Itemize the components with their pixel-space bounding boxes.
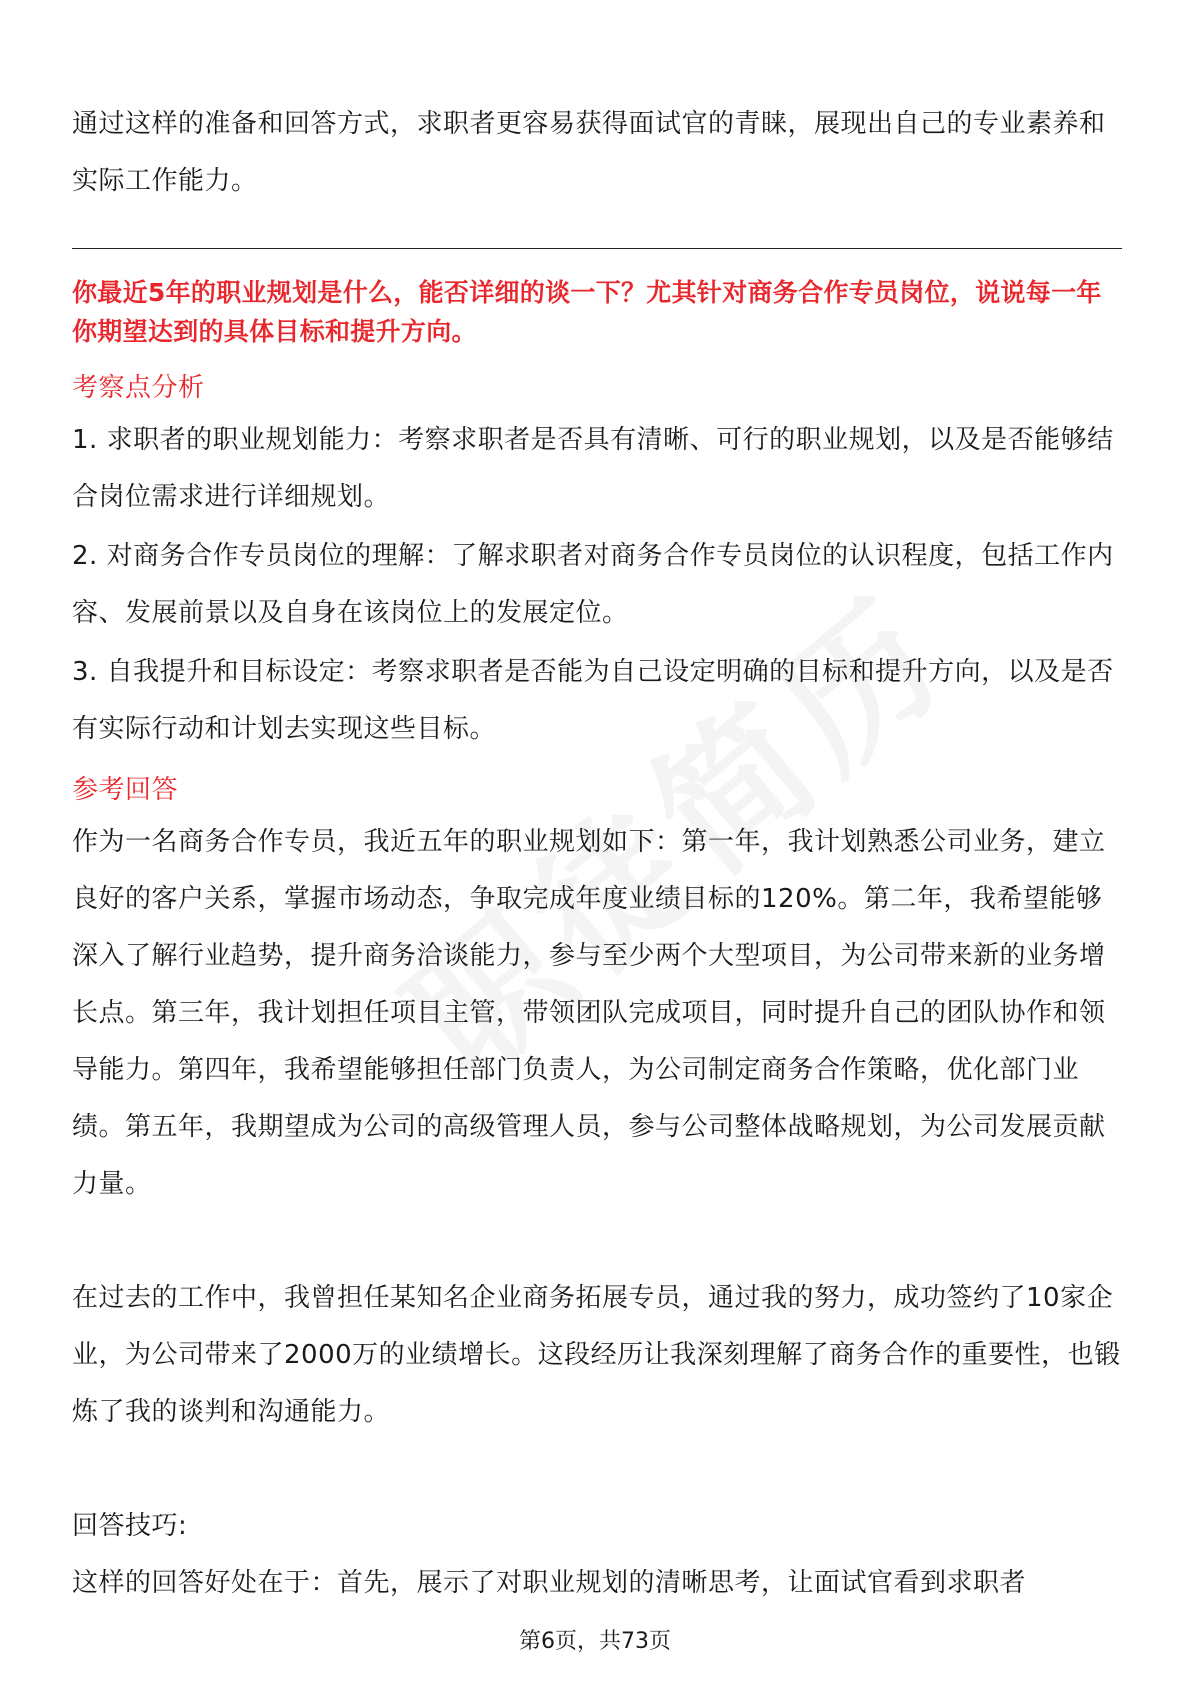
intro-paragraph: 通过这样的准备和回答方式，求职者更容易获得面试官的青睐，展现出自己的专业素养和实际工作能力。 <box>72 109 1106 196</box>
document-page <box>72 96 1122 1612</box>
analysis-item-2: 2. 对商务合作专员岗位的理解：了解求职者对商务合作专员岗位的认识程度，包括工作内容、发展前景以及自身在该岗位上的发展定位。 <box>72 541 1114 628</box>
answer-paragraph-2: 在过去的工作中，我曾担任某知名企业商务拓展专员，通过我的努力，成功签约了10家企业，为公司带来了2000万的业绩增长。这段经历让我深刻理解了商务合作的重要性，也锻炼了我的谈判和沟通能力。 <box>72 1283 1121 1427</box>
blank-line <box>72 1213 1122 1270</box>
section-divider <box>72 248 1122 249</box>
analysis-list <box>72 412 1122 758</box>
answer-paragraph-1: 作为一名商务合作专员，我近五年的职业规划如下：第一年，我计划熟悉公司业务，建立良好的客户关系，掌握市场动态，争取完成年度业绩目标的120%。第二年，我希望能够深入了解行业趋势，提升商务洽谈能力，参与至少两个大型项目，为公司带来新的业务增长点。第三年，我计划担任项目主管，带领团队完成项目，同时提升自己的团队协作和领导能力。第四年，我希望能够担任部门负责人，为公司制定商务合作策略，优化部门业绩。第五年，我期望成为公司的高级管理人员，参与公司整体战略规划，为公司发展贡献力量。 <box>72 827 1106 1199</box>
analysis-item-3: 3. 自我提升和目标设定：考察求职者是否能为自己设定明确的目标和提升方向，以及是否有实际行动和计划去实现这些目标。 <box>72 657 1114 744</box>
answer-title: 参考回答 <box>72 775 179 805</box>
blank-line <box>72 1441 1122 1498</box>
spacer <box>72 760 1122 770</box>
tips-paragraph: 这样的回答好处在于：首先，展示了对职业规划的清晰思考，让面试官看到求职者 <box>72 1568 1027 1598</box>
analysis-title: 考察点分析 <box>72 373 205 403</box>
tips-title: 回答技巧: <box>72 1511 188 1541</box>
analysis-item-1: 1. 求职者的职业规划能力：考察求职者是否具有清晰、可行的职业规划，以及是否能够结合岗位需求进行详细规划。 <box>72 425 1114 512</box>
interview-question: 你最近5年的职业规划是什么，能否详细的谈一下？尤其针对商务合作专员岗位，说说每一年你期望达到的具体目标和提升方向。 <box>72 278 1102 346</box>
page-number-footer: 第6页，共73页 <box>519 1629 671 1654</box>
